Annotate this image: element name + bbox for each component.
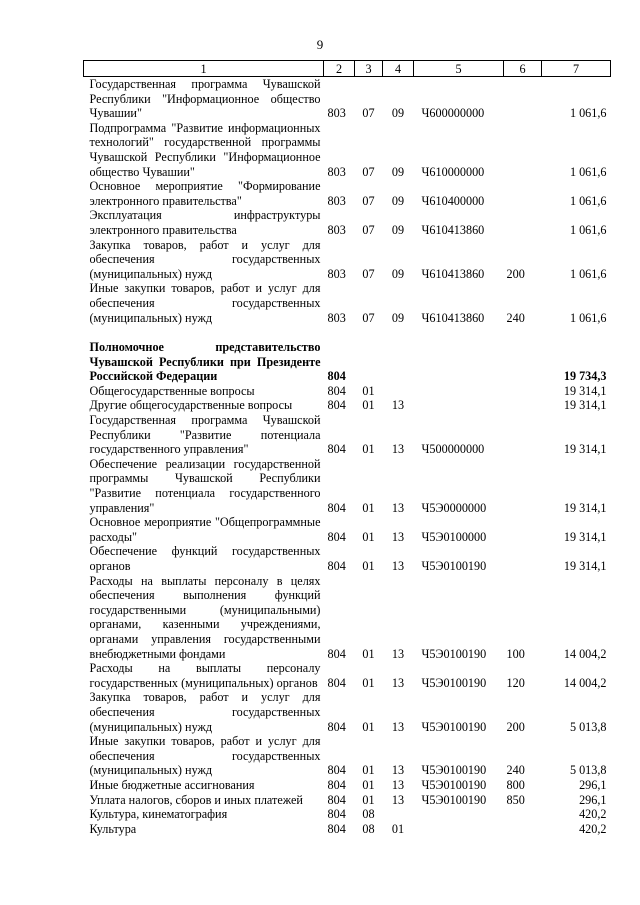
row-subsection-code	[383, 807, 414, 822]
row-subsection-code: 13	[391, 559, 405, 573]
table-body	[84, 77, 611, 837]
table-row	[84, 574, 611, 662]
budget-table	[83, 60, 611, 836]
spacer-cell	[84, 325, 611, 340]
row-amount: 1 061,6	[569, 266, 607, 281]
table-row	[84, 398, 611, 413]
row-amount: 14 004,2	[563, 675, 607, 690]
row-expense-type	[504, 77, 542, 121]
row-section-code: 07	[362, 164, 375, 179]
row-amount: 19 314,1	[563, 442, 607, 457]
row-subsection-code	[383, 340, 414, 384]
row-target-article: Ч600000000	[421, 106, 485, 121]
row-expense-type	[504, 398, 542, 413]
row-section-code: 01	[362, 792, 375, 807]
row-amount: 19 314,1	[563, 559, 607, 573]
row-amount: 19 314,1	[563, 398, 607, 413]
row-admin-code: 803	[327, 266, 346, 281]
table-row	[84, 384, 611, 399]
row-expense-type: 120	[506, 675, 525, 690]
row-subsection-code: 13	[391, 646, 405, 661]
row-admin-code: 804	[327, 529, 346, 544]
row-expense-type	[504, 544, 542, 573]
column-header-3: 3	[355, 61, 383, 77]
row-name: Иные закупки товаров, работ и услуг для обеспечения государственных (муниципальных) нужд	[89, 734, 321, 778]
row-expense-type	[504, 413, 542, 457]
row-expense-type	[504, 515, 542, 544]
row-name: Общегосударственные вопросы	[89, 383, 255, 398]
row-admin-code: 804	[327, 646, 346, 661]
row-amount: 1 061,6	[569, 164, 607, 179]
row-name: Полномочное представительство Чувашской Республики при Президенте Российской Федерации	[89, 340, 321, 384]
row-name: Расходы на выплаты персоналу в целях обеспечения выполнения функций государственными (муниципальными) органами, казенными учреждениями, органами управления государственными внебюджетными фондами	[89, 573, 321, 661]
row-subsection-code: 13	[391, 442, 405, 457]
row-name: Культура	[89, 821, 137, 836]
row-expense-type	[504, 121, 542, 179]
row-section-code: 01	[362, 777, 375, 792]
row-subsection-code: 13	[391, 675, 405, 690]
row-subsection-code: 09	[391, 222, 405, 237]
row-target-article: Ч500000000	[421, 442, 485, 457]
row-expense-type: 240	[506, 763, 525, 778]
row-name: Закупка товаров, работ и услуг для обеспечения государственных (муниципальных) нужд	[89, 237, 321, 281]
row-section-code: 01	[362, 529, 375, 544]
row-subsection-code: 13	[391, 763, 405, 778]
row-amount: 296,1	[579, 777, 607, 792]
row-target-article: Ч610413860	[421, 310, 485, 325]
row-expense-type: 800	[506, 777, 525, 792]
column-header-7: 7	[542, 61, 611, 77]
row-subsection-code: 09	[391, 164, 405, 179]
row-amount: 1 061,6	[569, 193, 607, 208]
row-name: Государственная программа Чувашской Республики "Развитие потенциала государственного управления"	[89, 413, 321, 457]
table-row	[84, 238, 611, 282]
row-subsection-code: 09	[391, 310, 405, 325]
table-row	[84, 413, 611, 457]
row-amount: 1 061,6	[569, 310, 607, 325]
column-header-4: 4	[383, 61, 414, 77]
row-target-article: Ч5Э0100000	[421, 529, 487, 544]
row-section-code: 01	[362, 719, 375, 734]
row-expense-type: 100	[506, 646, 525, 661]
row-section-code: 01	[362, 675, 375, 690]
table-row	[84, 544, 611, 573]
row-admin-code: 804	[327, 442, 346, 457]
table-row	[84, 121, 611, 179]
row-name: Уплата налогов, сборов и иных платежей	[89, 792, 303, 807]
row-name: Государственная программа Чувашской Республики "Информационное общество Чувашии"	[89, 77, 321, 121]
row-name: Иные закупки товаров, работ и услуг для обеспечения государственных (муниципальных) нужд	[89, 281, 321, 325]
row-admin-code: 804	[327, 719, 346, 734]
row-target-article: Ч610400000	[421, 193, 485, 208]
row-target-article	[414, 384, 504, 399]
row-section-code	[355, 340, 383, 384]
row-expense-type	[504, 179, 542, 208]
column-header-6: 6	[504, 61, 542, 77]
row-amount: 19 314,1	[563, 383, 607, 398]
row-name: Подпрограмма "Развитие информационных технологий" государственной программы Чувашской Республики "Информационное общество Чувашии"	[89, 120, 321, 179]
row-section-code: 01	[362, 646, 375, 661]
table-row	[84, 281, 611, 325]
row-admin-code: 803	[327, 222, 346, 237]
row-amount: 19 734,3	[563, 369, 607, 384]
row-admin-code: 804	[327, 807, 346, 822]
row-subsection-code	[383, 384, 414, 399]
row-expense-type	[504, 457, 542, 515]
row-section-code: 07	[362, 193, 375, 208]
row-target-article: Ч5Э0100190	[421, 719, 487, 734]
row-amount: 296,1	[579, 792, 607, 807]
row-subsection-code: 01	[391, 821, 405, 836]
row-name: Культура, кинематография	[89, 807, 228, 822]
row-target-article: Ч5Э0100190	[421, 792, 487, 807]
row-section-code: 08	[362, 821, 375, 836]
table-row	[84, 690, 611, 734]
row-target-article: Ч610000000	[421, 164, 485, 179]
row-amount: 1 061,6	[569, 222, 607, 237]
row-section-code: 08	[362, 807, 375, 822]
row-expense-type: 240	[506, 310, 525, 325]
row-expense-type	[504, 208, 542, 237]
row-subsection-code: 13	[391, 777, 405, 792]
row-subsection-code: 09	[391, 266, 405, 281]
table-row	[84, 661, 611, 690]
row-admin-code: 803	[327, 106, 346, 121]
row-admin-code: 804	[327, 383, 346, 398]
header-row	[84, 61, 611, 77]
row-admin-code: 804	[327, 500, 346, 515]
row-name: Обеспечение функций государственных органов	[89, 544, 321, 573]
row-target-article	[414, 398, 504, 413]
table-row	[84, 515, 611, 544]
row-target-article	[414, 807, 504, 822]
row-name: Основное мероприятие "Общепрограммные расходы"	[89, 515, 321, 544]
row-amount: 420,2	[579, 821, 607, 836]
row-admin-code: 803	[327, 164, 346, 179]
table-row	[84, 77, 611, 121]
row-target-article: Ч5Э0100190	[421, 646, 487, 661]
row-target-article: Ч610413860	[421, 222, 485, 237]
row-amount: 5 013,8	[569, 719, 607, 734]
spacer-row	[84, 325, 611, 340]
row-name: Иные бюджетные ассигнования	[89, 777, 255, 792]
row-expense-type	[504, 822, 542, 837]
table-header	[84, 61, 611, 77]
row-section-code: 07	[362, 222, 375, 237]
row-name: Закупка товаров, работ и услуг для обеспечения государственных (муниципальных) нужд	[89, 690, 321, 734]
row-expense-type	[504, 384, 542, 399]
table-row	[84, 778, 611, 793]
row-target-article: Ч610413860	[421, 266, 485, 281]
row-subsection-code: 13	[391, 719, 405, 734]
row-admin-code: 804	[327, 559, 346, 573]
row-amount: 5 013,8	[569, 763, 607, 778]
table-row	[84, 822, 611, 837]
row-target-article: Ч5Э0000000	[421, 500, 487, 515]
row-amount: 420,2	[579, 807, 607, 822]
table-row	[84, 208, 611, 237]
row-target-article	[414, 822, 504, 837]
row-subsection-code: 09	[391, 106, 405, 121]
row-expense-type: 850	[506, 792, 525, 807]
row-amount: 19 314,1	[563, 500, 607, 515]
row-subsection-code: 13	[391, 398, 405, 413]
row-target-article: Ч5Э0100190	[421, 559, 487, 573]
row-expense-type	[504, 340, 542, 384]
row-amount: 1 061,6	[569, 106, 607, 121]
row-expense-type: 200	[506, 719, 525, 734]
row-amount: 19 314,1	[563, 529, 607, 544]
row-name: Расходы на выплаты персоналу государственных (муниципальных) органов	[89, 661, 321, 690]
row-admin-code: 804	[327, 398, 346, 413]
row-target-article: Ч5Э0100190	[421, 675, 487, 690]
row-subsection-code: 13	[391, 529, 405, 544]
row-name: Эксплуатация инфраструктуры электронного правительства	[89, 208, 321, 237]
row-admin-code: 803	[327, 193, 346, 208]
row-target-article: Ч5Э0100190	[421, 777, 487, 792]
row-admin-code: 804	[327, 777, 346, 792]
column-header-2: 2	[324, 61, 355, 77]
row-admin-code: 804	[327, 369, 346, 384]
row-admin-code: 804	[327, 821, 346, 836]
table-row	[84, 457, 611, 515]
row-section-code: 07	[362, 106, 375, 121]
row-target-article	[414, 340, 504, 384]
row-admin-code: 804	[327, 792, 346, 807]
column-header-5: 5	[414, 61, 504, 77]
row-amount: 14 004,2	[563, 646, 607, 661]
row-subsection-code: 13	[391, 792, 405, 807]
column-header-1: 1	[84, 61, 324, 77]
row-name: Другие общегосударственные вопросы	[89, 398, 293, 413]
row-name: Обеспечение реализации государственной программы Чувашской Республики "Развитие потенциала государственного управления"	[89, 456, 321, 515]
row-subsection-code: 09	[391, 193, 405, 208]
table-row	[84, 807, 611, 822]
row-admin-code: 804	[327, 675, 346, 690]
row-expense-type	[504, 807, 542, 822]
row-section-code: 01	[362, 442, 375, 457]
row-name: Основное мероприятие "Формирование электронного правительства"	[89, 179, 321, 208]
table-row	[84, 340, 611, 384]
row-section-code: 01	[362, 398, 375, 413]
row-subsection-code: 13	[391, 500, 405, 515]
row-section-code: 07	[362, 310, 375, 325]
row-section-code: 01	[362, 383, 375, 398]
table-row	[84, 793, 611, 808]
row-admin-code: 804	[327, 763, 346, 778]
row-target-article: Ч5Э0100190	[421, 763, 487, 778]
table-row	[84, 734, 611, 778]
row-section-code: 01	[362, 500, 375, 515]
row-expense-type: 200	[506, 266, 525, 281]
row-section-code: 01	[362, 559, 375, 573]
table-row	[84, 179, 611, 208]
row-section-code: 07	[362, 266, 375, 281]
page-number: 9	[316, 37, 324, 52]
row-admin-code: 803	[327, 310, 346, 325]
row-section-code: 01	[362, 763, 375, 778]
